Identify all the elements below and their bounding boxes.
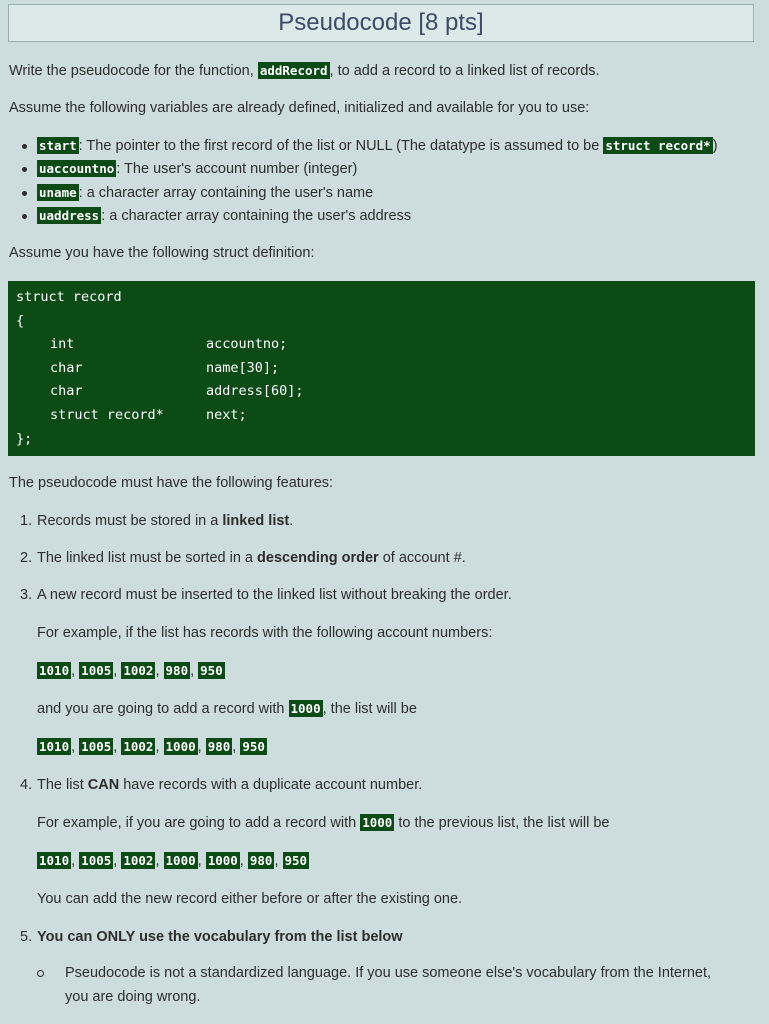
sub-bullet-icon — [37, 970, 44, 977]
list-item: start : The pointer to the first record of the list or NULL (The datatype is assumed to be struct record* ) — [0, 136, 718, 159]
account-number: 950 — [242, 739, 265, 754]
account-number: 1005 — [81, 739, 112, 754]
list-number: 5. — [20, 929, 33, 945]
feature-4-example: For example, if you are going to add a record with 1000 to the previous list, the list will be — [37, 815, 610, 831]
account-number: 980 — [165, 663, 189, 678]
account-number: 1000 — [165, 853, 196, 868]
code-field-name: accountno; — [206, 336, 288, 352]
feature-3: A new record must be inserted to the linked list without breaking the order. — [37, 587, 512, 603]
code-field-name: address[60]; — [206, 383, 304, 399]
feature-5-sub-line2: you are doing wrong. — [65, 989, 201, 1005]
account-number: 1002 — [123, 853, 154, 868]
account-number: 950 — [284, 853, 308, 868]
code-line: { — [16, 313, 25, 329]
account-number: 980 — [249, 853, 273, 868]
code-uname: uname — [39, 184, 77, 200]
account-number: 1000 — [362, 815, 393, 830]
code-field-name: next; — [206, 407, 247, 423]
account-list-3: 1010 , 1005 , 1002 , 1000 , 1000 , 980 , 950 — [39, 853, 308, 869]
list-number: 3. — [20, 587, 33, 603]
code-field-type: char — [50, 360, 83, 376]
list-number: 2. — [20, 550, 33, 566]
features-intro: The pseudocode must have the following features: — [9, 475, 334, 491]
code-addrecord: addRecord — [259, 63, 328, 78]
struct-code-block — [8, 281, 755, 456]
feature-4-note: You can add the new record either before or after the existing one. — [37, 891, 463, 907]
intro-text: Write the pseudocode for the function, addRecord , to add a record to a linked list of records. — [9, 63, 600, 79]
list-number: 1. — [20, 513, 33, 529]
list-item: uname : a character array containing the user's name — [0, 183, 718, 206]
feature-2: The linked list must be sorted in a descending order of account #. — [37, 550, 466, 566]
account-number: 1000 — [165, 739, 196, 754]
list-item: uaccountno : The user's account number (integer) — [0, 159, 718, 182]
account-number: 1005 — [81, 853, 112, 868]
code-uaccountno: uaccountno — [39, 161, 115, 177]
feature-3-example: For example, if the list has records with the following account numbers: — [37, 625, 493, 641]
code-start: start — [39, 138, 77, 153]
feature-3-add: and you are going to add a record with 1000 , the list will be — [37, 701, 417, 717]
list-item: uaddress : a character array containing the user's address — [0, 206, 718, 229]
account-number: 950 — [200, 663, 223, 678]
account-number: 980 — [207, 739, 231, 754]
code-struct-record-ptr: struct record* — [605, 138, 711, 153]
account-list-2: 1010 , 1005 , 1002 , 1000 , 980 , 950 — [39, 739, 265, 755]
code-field-type: int — [50, 336, 75, 352]
account-list-1: 1010 , 1005 , 1002 , 980 , 950 — [39, 663, 223, 679]
account-number: 1010 — [39, 663, 70, 678]
variable-list — [0, 136, 718, 229]
list-number: 4. — [20, 777, 33, 793]
account-number: 1002 — [123, 739, 154, 754]
code-uaddress: uaddress — [39, 207, 100, 223]
account-number: 1010 — [39, 739, 70, 754]
code-line: struct record — [16, 289, 122, 305]
code-field-type: struct record* — [50, 407, 164, 423]
code-line: }; — [16, 431, 33, 447]
page-title: Pseudocode [8 pts] — [278, 9, 484, 36]
feature-4: The list CAN have records with a duplicate account number. — [37, 777, 423, 793]
assume-struct-text: Assume you have the following struct definition: — [9, 245, 315, 261]
account-number: 1000 — [207, 853, 238, 868]
title-box — [8, 4, 754, 42]
feature-1: Records must be stored in a linked list. — [37, 513, 294, 529]
account-number: 1002 — [123, 663, 154, 678]
account-number: 1010 — [39, 853, 70, 868]
account-number: 1005 — [81, 663, 112, 678]
code-field-type: char — [50, 383, 83, 399]
account-number: 1000 — [290, 701, 321, 716]
assume-vars-text: Assume the following variables are already defined, initialized and available for you to use: — [9, 100, 590, 116]
feature-5-sub-line1: Pseudocode is not a standardized language. If you use someone else's vocabulary from the Internet, — [65, 965, 712, 981]
code-field-name: name[30]; — [206, 360, 280, 376]
feature-5: You can ONLY use the vocabulary from the list below — [37, 929, 403, 945]
